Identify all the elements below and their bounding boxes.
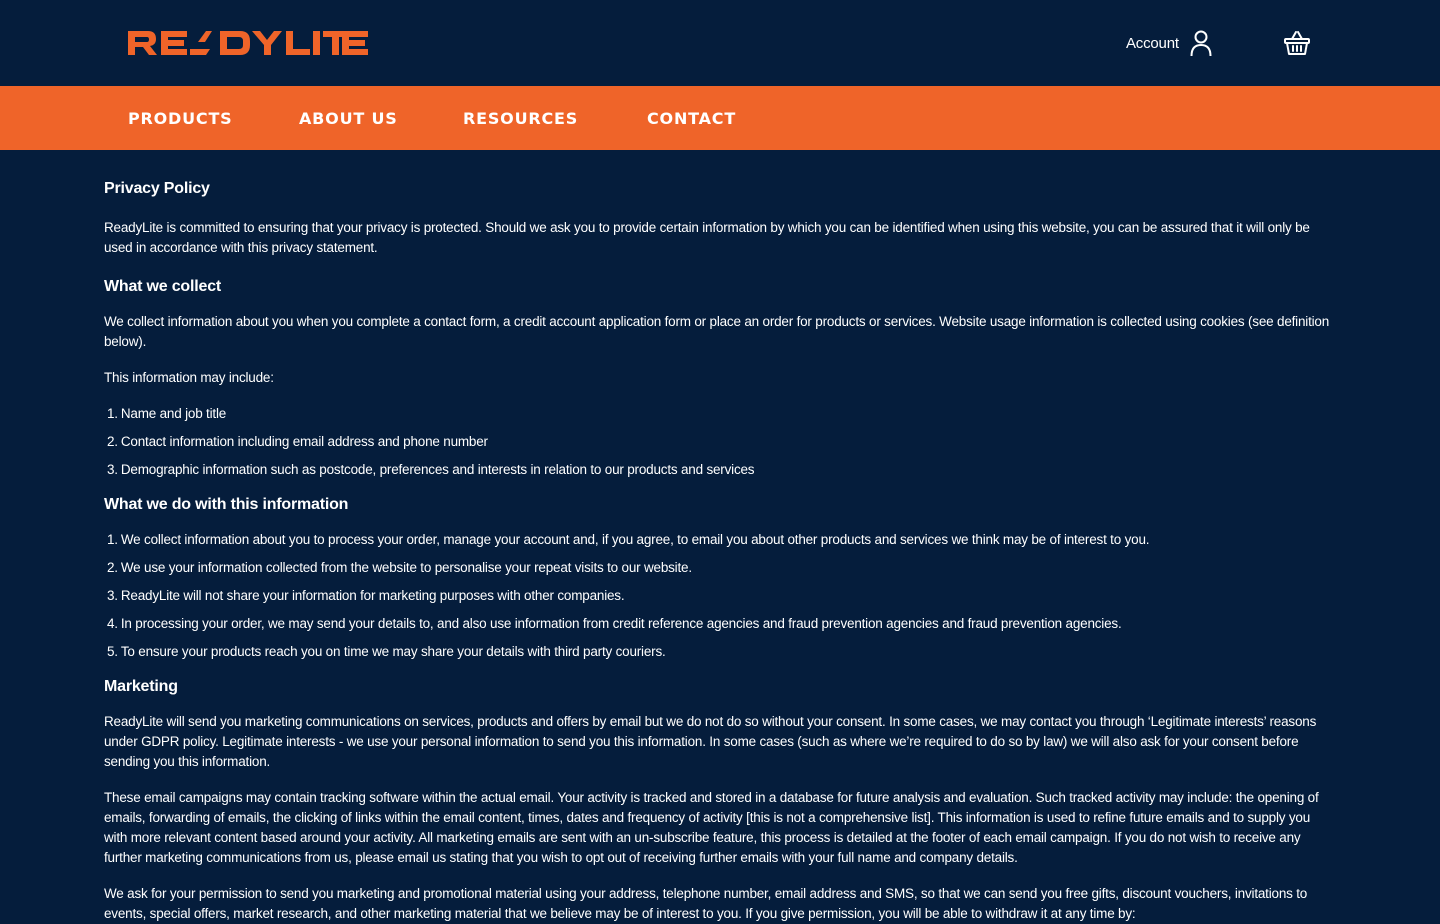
list-item: 3. ReadyLite will not share your information for marketing purposes with other companies. — [107, 588, 625, 603]
nav-item-products[interactable]: PRODUCTS — [128, 108, 233, 128]
section-heading-use: What we do with this information — [104, 496, 349, 513]
list-item: 5. To ensure your products reach you on time we may share your details with third party couriers. — [107, 644, 666, 659]
account-label: Account — [1126, 34, 1179, 52]
nav-item-about-us[interactable]: ABOUT US — [299, 108, 398, 128]
basket-icon[interactable] — [1283, 29, 1311, 57]
list-item: 4. In processing your order, we may send your details to, and also use information from credit reference agencies and fraud prevention agencies and fraud prevention agencies. — [107, 616, 1122, 631]
readylite-logo[interactable] — [126, 28, 370, 58]
collect-include-paragraph: This information may include: — [104, 370, 274, 385]
section-heading-marketing: Marketing — [104, 678, 178, 695]
intro-paragraph: ReadyLite is committed to ensuring that your privacy is protected. Should we ask you to provide certain information by which you can be identified when using this website, you can be assured that it will only be used in accordance with this privacy statement. — [104, 220, 1310, 255]
list-item: 2. We use your information collected from the website to personalise your repeat visits to our website. — [107, 560, 692, 575]
marketing-paragraph-2: These email campaigns may contain tracking software within the actual email. Your activity is tracked and stored in a database for future analysis and evaluation. Such tracked activity may include: the opening of emails, forwarding of emails, the clicking of links within the email content, times, dates and frequency of activity [this is not a comprehensive list]. This information is used to refine future emails and to supply you with more relevant content based around your activity. All marketing emails are sent with an un-subscribe feature, this process is detailed at the footer of each email campaign. If you do not wish to receive any further marketing communications from us, please email us stating that you wish to opt out of receiving further emails with your full name and company details. — [104, 790, 1319, 865]
main-nav — [0, 86, 1440, 150]
marketing-paragraph-1: ReadyLite will send you marketing communications on services, products and offers by email but we do not do so without your consent. In some cases, we may contact you through ‘Legitimate interests’ reasons under GDPR policy. Legitimate interests - we use your personal information to send you this information. In some cases (such as where we’re required to do so by law) we will also ask for your consent before sending you this information. — [104, 714, 1317, 769]
collect-list — [104, 404, 1336, 488]
site-header — [0, 0, 1440, 86]
page-title: Privacy Policy — [104, 180, 210, 197]
list-item: 1. We collect information about you to process your order, manage your account and, if you agree, to email you about other products and services we think may be of interest to you. — [107, 532, 1150, 547]
privacy-policy-content — [104, 176, 1336, 924]
section-heading-collect: What we collect — [104, 278, 222, 295]
nav-item-resources[interactable]: RESOURCES — [463, 108, 579, 128]
use-list — [104, 530, 1336, 670]
nav-item-contact[interactable]: CONTACT — [647, 108, 737, 128]
collect-paragraph: We collect information about you when you complete a contact form, a credit account application form or place an order for products or services. Website usage information is collected using cookies (see definition below). — [104, 314, 1330, 349]
account-link[interactable] — [1126, 28, 1213, 58]
list-item: 3. Demographic information such as postcode, preferences and interests in relation to our products and services — [107, 462, 755, 477]
list-item: 1. Name and job title — [107, 406, 227, 421]
marketing-paragraph-3: We ask for your permission to send you marketing and promotional material using your address, telephone number, email address and SMS, so that we can send you free gifts, discount vouchers, invitations to events, special offers, market research, and other marketing material that we believe may be of interest to you. If you give permission, you will be able to withdraw it at any time by: — [104, 886, 1308, 921]
list-item: 2. Contact information including email address and phone number — [107, 434, 488, 449]
user-icon — [1189, 29, 1213, 57]
